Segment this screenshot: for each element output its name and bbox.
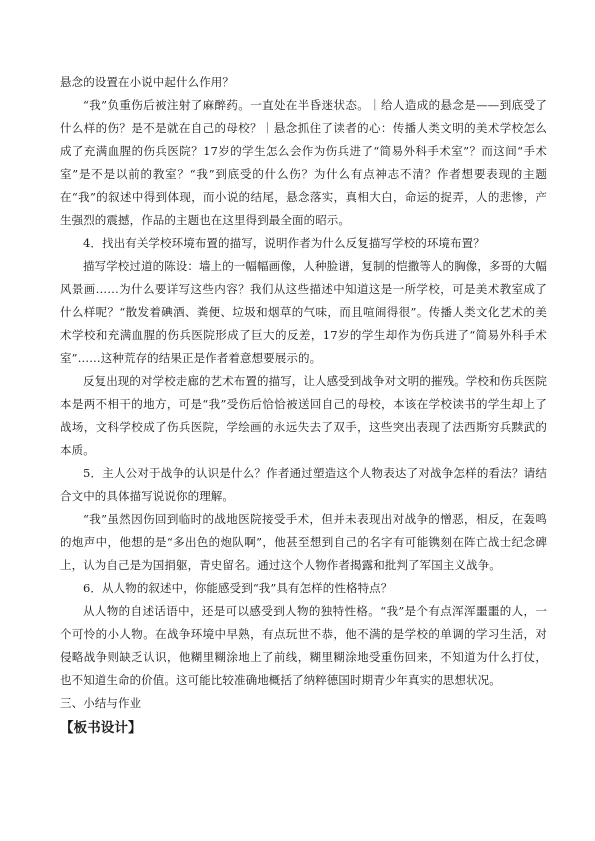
question-6: 6．从人物的叙述中，你能感受到“我”具有怎样的性格特点？ [83,581,393,595]
answer-6-paragraph: 从人物的自述话语中，还是可以感受到人物的独特性格。“我”是个有点浑浑噩噩的人，一个可怜的小人物。在战争环境中早熟，有点玩世不恭，他不满的是学校的单调的学习生活，对侵略战争则缺乏认识，他糊里糊涂地上了前线，糊里糊涂地受重伤回来，不知道为什么打仗，也不知道生命的价值。这可能比较准确地概括了纳粹德国时期青少年真实的思想状况。 [60,604,547,687]
answer-4-paragraph-1: 描写学校过道的陈设：墙上的一幅幅画像，人种脸谱，复制的恺撒等人的胸像，多哥的大幅风景画……为什么要详写这些内容？我们从这些描述中知道这是一所学校，可是美术教室成了什么样呢？“散发着碘酒、粪便、垃圾和烟草的气味，而且喧闹得很”。传播人类文化艺术的美术学校和充满血腥的伤兵医院形成了巨大的反差，17岁的学生却作为伤兵进了“简易外科手术室”……这种荒存的结果正是作者着意想要展示的。 [60,259,547,365]
answer-suspense-paragraph: “我”负重伤后被注射了麻醉药。一直处在半昏迷状态。｜给人造成的悬念是——到底受了什么样的伤？是不是就在自己的母校？｜悬念抓住了读者的心：传播人类文明的美术学校怎么成了充满血腥的伤兵医院？17岁的学生怎么会作为伤兵进了“简易外科手术室”？而这间“手术室”是不是以前的教室？“我”到底受的什么伤？为什么有点神志不清？作者想要表现的主题在“我”的叙述中得到体现，而小说的结尾，悬念落实，真相大白，命运的捉弄，人的悲惨，产生强烈的震撼，作品的主题也在这里得到最全面的昭示。 [60,98,547,227]
question-5: 5．主人公对于战争的认识是什么？作者通过塑造这个人物表达了对战争怎样的看法？请结合文中的具体描写说说你的理解。 [60,466,547,503]
document-body [60,71,547,740]
answer-5-paragraph: “我”虽然因伤回到临时的战地医院接受手术，但并未表现出对战争的憎恶，相反，在轰鸣的炮声中，他想的是“多出色的炮队啊”，他甚至想到自己的名字有可能镌刻在阵亡战士纪念碑上，认为自己是为国捐躯，青史留名。通过这个人物作者揭露和批判了军国主义战争。 [60,512,547,572]
section-summary-heading: 三、小结与作业 [60,696,142,710]
board-design-heading: 【板书设计】 [60,720,142,736]
question-suspense-line: 悬念的设置在小说中起什么作用？ [60,75,234,89]
answer-4-paragraph-2: 反复出现的对学校走廊的艺术布置的描写，让人感受到战争对文明的摧残。学校和伤兵医院本是两不相干的地方，可是“我”受伤后恰恰被送回自己的母校，本该在学校读书的学生却上了战场，文科学校成了伤兵医院，学绘画的永远失去了双手，这些突出表现了法西斯穷兵黩武的本质。 [60,374,547,457]
question-4: 4．找出有关学校环境布置的描写，说明作者为什么反复描写学校的环境布置？ [83,236,485,250]
